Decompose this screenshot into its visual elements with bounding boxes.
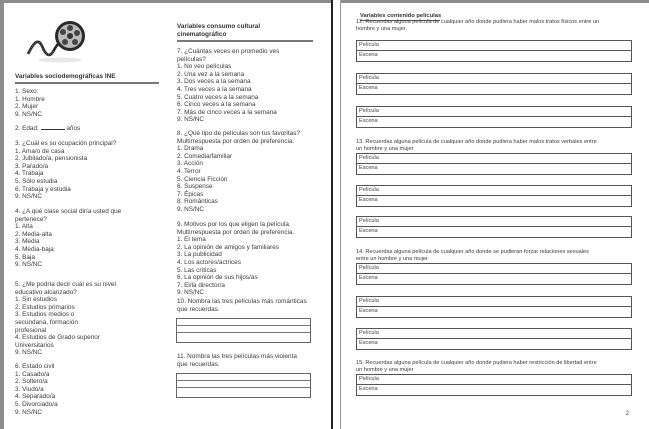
option: 9. NS/NC — [15, 349, 42, 357]
option: 5. Divorciado/a — [15, 400, 58, 408]
option: 4. Terror — [177, 167, 201, 175]
pelicula-field[interactable]: Película — [357, 107, 631, 117]
option: 3. La publicidad — [177, 251, 222, 259]
section-rule — [177, 40, 313, 42]
option: 3. Dos veces a la semana — [177, 78, 251, 86]
answer-line[interactable] — [177, 374, 310, 381]
page-number: 2 — [625, 411, 629, 417]
option: 2. Mujer — [15, 103, 39, 111]
film-reel-icon — [24, 16, 88, 64]
option: 5. Ciencia Ficción — [177, 175, 228, 183]
escena-field[interactable]: Escena — [359, 165, 378, 171]
q14-answer-3[interactable] — [356, 328, 632, 350]
pelicula-field[interactable]: Película — [357, 375, 631, 385]
option: 4. Separado/a — [15, 393, 56, 401]
option: 4. Tres veces a la semana — [177, 85, 252, 93]
q12-answer-1[interactable] — [356, 40, 632, 62]
pelicula-field[interactable]: Película — [357, 41, 631, 51]
question-10-romanticas: 10. Nombra las tres películas más románticas que recuerdas. — [177, 298, 307, 313]
option: 1. Alta — [15, 223, 33, 231]
question-13-text: 13. Recuerdas alguna película de cualquier año donde pudiera haber malos tratos verbales entre un hombre y una mujer — [356, 139, 597, 152]
option: 9. NS/NC — [15, 261, 42, 269]
option: 1. Ama/o de casa — [15, 147, 65, 155]
question-5-nivel-educativo: 5. ¿Me podría decir cuál es su nivel educativo alcanzado? 1. Sin estudios 2. Estudios primarios 3. Estudios medios o secundaria, formación profesional 4. Estudios de Grado superior Universitarios 9. NS/NC — [15, 281, 116, 357]
option: 6. Trabaja y estudia — [15, 185, 71, 193]
answer-line[interactable] — [177, 326, 310, 333]
option: 1. Hombre — [15, 95, 45, 103]
pelicula-field[interactable]: Película — [357, 329, 631, 339]
q13-answer-1[interactable] — [356, 153, 632, 175]
option: 5. Las críticas — [177, 266, 217, 274]
option: 3. Estudios medios o — [15, 311, 75, 319]
answer-line[interactable] — [177, 388, 310, 395]
option: 4. Media-baja — [15, 245, 54, 253]
violent-films-answer-box[interactable] — [176, 373, 311, 398]
option: profesional — [15, 326, 47, 334]
q13-answer-2[interactable] — [356, 185, 632, 207]
answer-line[interactable] — [177, 333, 310, 340]
question-1-sexo: 1. Sexo: 1. Hombre 2. Mujer 9. NS/NC — [15, 88, 45, 118]
option: 6. La opinión de sus hijos/as — [177, 274, 258, 282]
page-2 — [341, 3, 649, 429]
option: 9. NS/NC — [177, 205, 204, 213]
answer-line[interactable] — [177, 381, 310, 388]
question-2-edad: 2. Edad: años — [15, 125, 81, 132]
option: 7. Más de cinco veces a la semana — [177, 108, 277, 116]
option: 4. Los actores/actrices — [177, 258, 241, 266]
pelicula-field[interactable]: Película — [357, 217, 631, 227]
q12-answer-3[interactable] — [356, 106, 632, 128]
q13-answer-3[interactable] — [356, 216, 632, 238]
option: 8. Románticas — [177, 198, 218, 206]
age-blank[interactable] — [41, 129, 65, 130]
romantic-films-answer-box[interactable] — [176, 318, 311, 343]
option: 7. Épicas — [177, 190, 204, 198]
option: 1. Sin estudios — [15, 296, 57, 304]
option: secundaria, formación — [15, 318, 78, 326]
pelicula-field[interactable]: Película — [357, 74, 631, 84]
question-14-text: 14. Recuerdas alguna película de cualquier año donde se pudieran forzar relaciones sexuales entre un hombre y una mujer — [356, 249, 589, 262]
section-rule — [15, 82, 159, 84]
option: 2. Una vez a la semana — [177, 70, 245, 78]
option: 2. Jubilado/a, pensionista — [15, 155, 88, 163]
pelicula-field[interactable]: Película — [357, 297, 631, 307]
escena-field[interactable]: Escena — [359, 275, 378, 281]
answer-line[interactable] — [177, 319, 310, 326]
question-12-text: 12. Recuerdas alguna película de cualquier año donde pudiera haber malos tratos físicos entre un hombre y una mujer. — [356, 19, 600, 32]
option: 2. La opinión de amigos y familiares — [177, 243, 279, 251]
escena-field[interactable]: Escena — [359, 386, 378, 392]
option: 3. Media — [15, 238, 40, 246]
option: 4. Trabaja — [15, 170, 44, 178]
escena-field[interactable]: Escena — [359, 85, 378, 91]
option: 9. NS/NC — [15, 408, 42, 416]
escena-field[interactable]: Escena — [359, 308, 378, 314]
q14-answer-1[interactable] — [356, 263, 632, 285]
option: 9. NS/NC — [177, 116, 204, 124]
question-4-clase-social: 4. ¿A qué clase social diría usted que pertenece? 1. Alta 2. Media-alta 3. Media 4. Media-baja 5. Baja 9. NS/NC — [15, 208, 122, 269]
escena-field[interactable]: Escena — [359, 52, 378, 58]
escena-field[interactable]: Escena — [359, 118, 378, 124]
q12-answer-2[interactable] — [356, 73, 632, 95]
option: 9. NS/NC — [15, 110, 42, 118]
option: Universitarios — [15, 341, 54, 349]
section-title-sociodemographic: Variables sociodemográficas INE — [15, 73, 116, 80]
option: 4. Estudios de Grado superior — [15, 334, 100, 342]
option: 3. Viudo/a — [15, 385, 44, 393]
option: 1. No veo películas — [177, 63, 232, 71]
option: 1. Casado/a — [15, 370, 50, 378]
option: 1. El tema — [177, 236, 206, 244]
question-3-ocupacion: 3. ¿Cuál es su ocupación principal? 1. Ama/o de casa 2. Jubilado/a, pensionista 3. Parado/a 4. Trabaja 5. Sólo estudia 6. Trabaja y estudia 9. NS/NC — [15, 140, 117, 201]
option: 2. Media-alta — [15, 230, 52, 238]
option: 5. Sólo estudia — [15, 177, 58, 185]
q14-answer-2[interactable] — [356, 296, 632, 318]
option: 2. Soltero/a — [15, 378, 48, 386]
question-7-frecuencia: 7. ¿Cuántas veces en promedio ves películas? 1. No veo películas 2. Una vez a la semana 3. Dos veces a la semana 4. Tres veces a la semana 5. Cuatro veces a la semana 6. Cinco veces a la semana 7. Más de cinco veces a la semana 9. NS/NC — [177, 48, 280, 124]
option: 9. NS/NC — [15, 193, 42, 201]
escena-field[interactable]: Escena — [359, 228, 378, 234]
option: 5. Cuatro veces a la semana — [177, 93, 259, 101]
pelicula-field[interactable]: Película — [357, 186, 631, 196]
option: 1. Drama — [177, 145, 204, 153]
section-title-contenido: Variables contenido películas — [360, 13, 442, 19]
section-title-consumo-cultural: Variables consumo cultural cinematográfico — [177, 23, 261, 38]
question-9-motivos: 9. Motivos por los que eligen la película. Multirrespuesta por orden de preferencia. 1. El tema 2. La opinión de amigos y familiares 3. La publicidad 4. Los actores/actrices 5. Las críticas 6. La opinión de sus hijos/as 7. El/la director/a 9. NS/NC — [177, 221, 295, 297]
option: 2. Estudios primarios — [15, 303, 75, 311]
pelicula-field[interactable]: Película — [357, 264, 631, 274]
option: 7. El/la director/a — [177, 281, 225, 289]
option: 6. Cinco veces a la semana — [177, 101, 256, 109]
pelicula-field[interactable]: Película — [357, 154, 631, 164]
option: 3. Acción — [177, 160, 203, 168]
q15-answer-1[interactable] — [356, 374, 632, 396]
option: 2. Comedia/familiar — [177, 152, 233, 160]
question-11-violentas: 11. Nombra las tres películas más violenta que recuerdas. — [177, 353, 297, 368]
option: 3. Parado/a — [15, 162, 49, 170]
option: 9. NS/NC — [177, 289, 204, 297]
question-6-estado-civil: 6. Estado civil 1. Casado/a 2. Soltero/a 3. Viudo/a 4. Separado/a 5. Divorciado/a 9. NS/NC — [15, 363, 58, 416]
option: 6. Suspense — [177, 183, 213, 191]
escena-field[interactable]: Escena — [359, 340, 378, 346]
page-1 — [4, 3, 331, 429]
question-8-tipo-peliculas: 8. ¿Qué tipo de películas son tus favoritas? Multirrespuesta por orden de preferencia. 1. Drama 2. Comedia/familiar 3. Acción 4. Terror 5. Ciencia Ficción 6. Suspense 7. Épicas 8. Románticas 9. NS/NC — [177, 130, 300, 213]
option: 5. Baja — [15, 253, 35, 261]
escena-field[interactable]: Escena — [359, 197, 378, 203]
question-15-text: 15. Recuerdas alguna película de cualquier año donde pudiera haber restricción de libertad entre un hombre y una mujer — [356, 360, 597, 373]
